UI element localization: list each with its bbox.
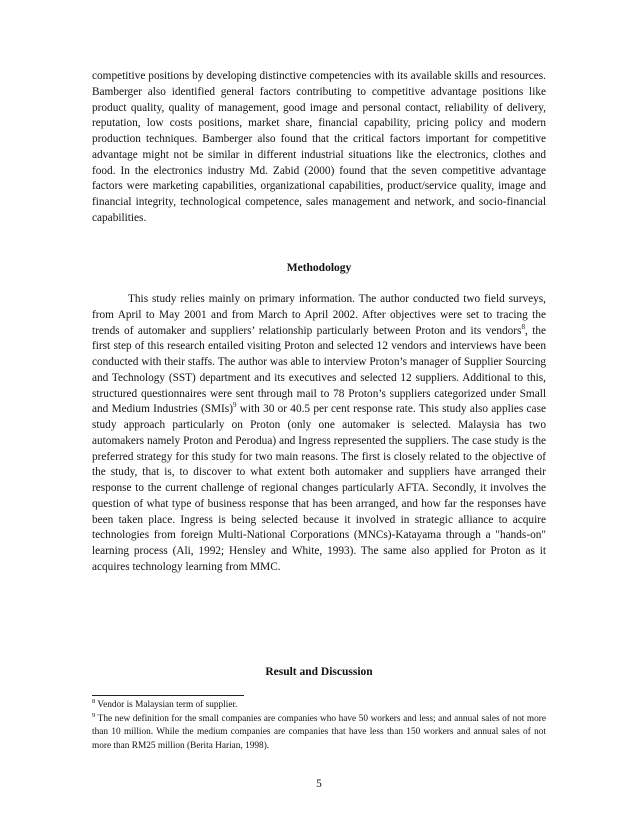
body-paragraph-methodology (92, 292, 546, 576)
footnotes (92, 699, 546, 753)
section-heading-results: Result and Discussion (265, 666, 373, 678)
methodology-text-part-2: , the first step of this research entailed visiting Proton and selected 12 vendors and interviews have been conducted with their staffs. The author was able to interview Proton’s manager of Supplier Sourcing and Technology (SST) department and its executives and selected 12 suppliers. Additional to this, structured questionnaires were sent through mail to 78 Proton’s suppliers categorized under Small and Medium Industries (SMIs) (92, 324, 546, 416)
footnote-9 (92, 713, 546, 754)
page-number: 5 (316, 778, 322, 790)
section-heading-methodology: Methodology (286, 262, 352, 274)
footnote-reference-9: 9 (232, 401, 237, 410)
footnote-reference-8: 8 (521, 322, 525, 331)
footnote-text: Vendor is Malaysian term of supplier. (95, 700, 238, 710)
footnote-8 (92, 699, 546, 713)
footnote-text: The new definition for the small companies are companies who have 50 workers and less; and annual sales of not more than 10 million. While the medium companies are companies that have less than 150 workers and annual sales of not more than RM25 million (Berita Harian, 1998). (92, 713, 546, 751)
footnote-number: 9 (92, 711, 96, 719)
footnote-separator (92, 695, 244, 696)
methodology-text-part-3: with 30 or 40.5 per cent response rate. This study also applies case study approach particularly on Proton (only one automaker is selected. Malaysia has two automakers namely Proton and Perodua) and Ingress represented the suppliers. The case study is the preferred strategy for this study for two main reasons. The first is closely related to the objective of the study, that is, to discover to what extent both automaker and suppliers have arranged their response to the current challenge of regional changes particularly AFTA. Secondly, it involves the question of what type of business response that has been arranged, and how far the responses have been taken place. Ingress is being selected because it involved in strategic alliance to acquire technologies from foreign Multi-National Corporations (MNCs)-Katayama through a "hands-on" learning process (Ali, 1992; Hensley and White, 1993). The same also applied for Proton as it acquires technology learning from MMC. (92, 403, 546, 573)
footnote-number: 8 (92, 697, 96, 705)
body-paragraph-competitive-advantage: competitive positions by developing distinctive competencies with its available skills and resources. Bamberger also identified general factors contributing to competitive advantage positions like product quality, quality of management, good image and personal contact, reliability of delivery, reputation, low costs positions, market share, financial capability, pricing policy and modern production techniques. Bamberger also found that the critical factors important for competitive advantage might not be similar in different industrial situations like the electronics, clothes and food. In the electronics industry Md. Zabid (2000) found that the seven competitive advantage factors were marketing capabilities, organizational capabilities, product/service quality, image and financial integrity, technological competence, sales management and network, and socio-financial capabilities. (92, 70, 546, 224)
methodology-text-part-1: This study relies mainly on primary information. The author conducted two field surveys, from April to May 2001 and from March to April 2002. After objectives were set to tracing the trends of automaker and suppliers’ relationship particularly between Proton and its vendors (92, 293, 546, 337)
